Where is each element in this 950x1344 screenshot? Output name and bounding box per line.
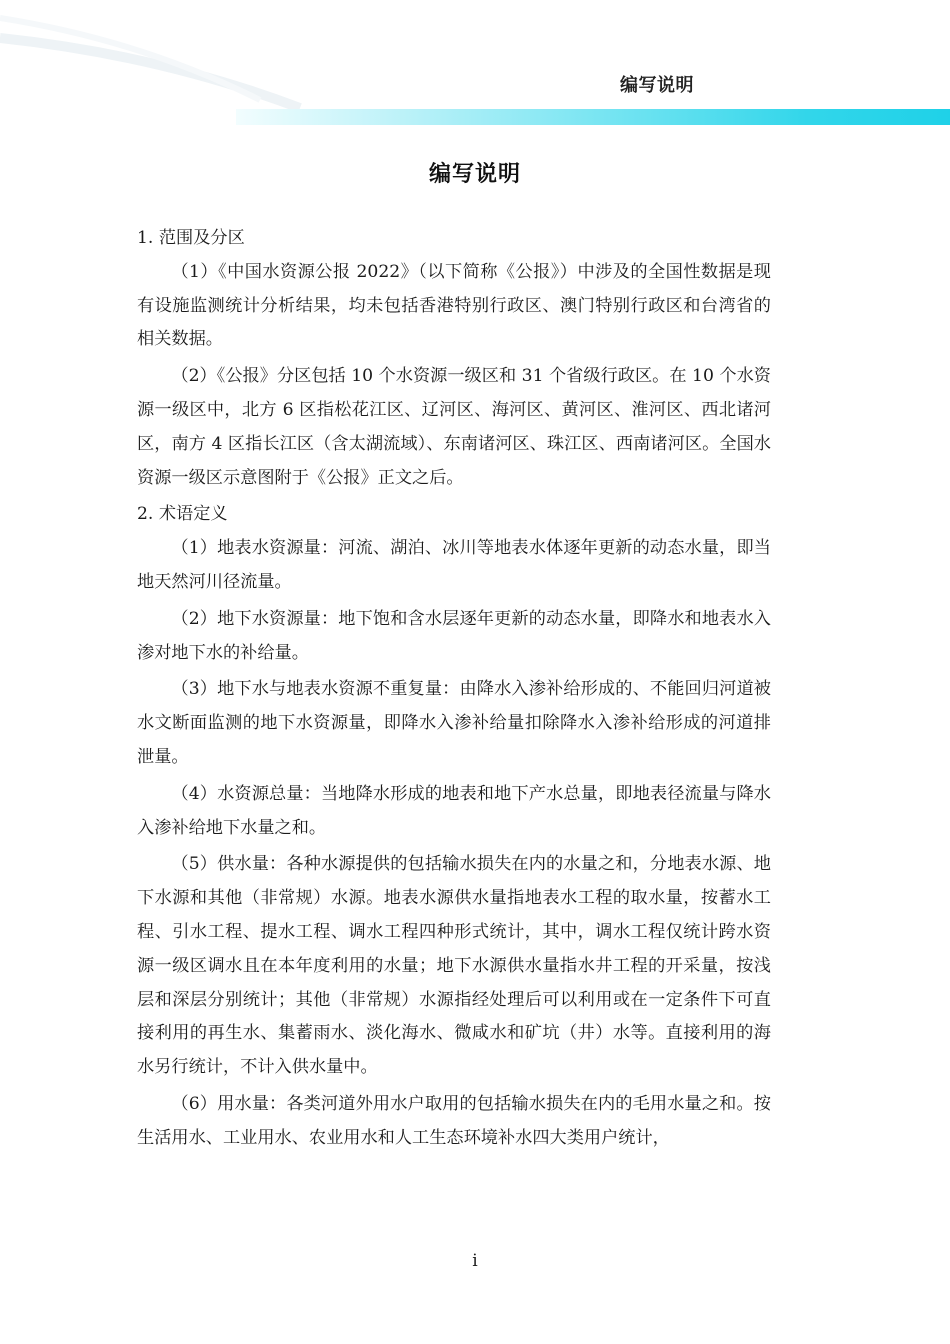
section-heading: 2. 术语定义 — [137, 504, 228, 525]
document-body — [137, 222, 771, 1159]
paragraph: （3）地下水与地表水资源不重复量：由降水入渗补给形成的、不能回归河道被水文断面监测的地下水资源量，即降水入渗补给量扣除降水入渗补给形成的河道排泄量。 — [137, 679, 771, 767]
section-heading: 1. 范围及分区 — [137, 228, 245, 248]
running-header-title: 编写说明 — [620, 75, 694, 96]
header-accent-bar — [236, 109, 950, 125]
paragraph: （5）供水量：各种水源提供的包括输水损失在内的水量之和，分地表水源、地下水源和其他（非常规）水源。地表水源供水量指地表水工程的取水量，按蓄水工程、引水工程、提水工程、调水工程四种形式统计，其中，调水工程仅统计跨水资源一级区调水且在本年度利用的水量；地下水源供水量指水井工程的开采量，按浅层和深层分别统计；其他（非常规）水源指经处理后可以利用或在一定条件下可直接利用的再生水、集蓄雨水、淡化海水、微咸水和矿坑（井）水等。直接利用的海水另行统计，不计入供水量中。 — [137, 854, 771, 1078]
page-title: 编写说明 — [428, 162, 521, 187]
paragraph: （6）用水量：各类河道外用水户取用的包括输水损失在内的毛用水量之和。按生活用水、工业用水、农业用水和人工生态环境补水四大类用户统计， — [137, 1093, 771, 1148]
paragraph: （2）《公报》分区包括 10 个水资源一级区和 31 个省级行政区。在 10 个水资源一级区中，北方 6 区指松花江区、辽河区、海河区、黄河区、淮河区、西北诸河区，南方 4 区指长江区（含太湖流域）、东南诸河区、珠江区、西南诸河区。全国水资源一级区示意图附于《公报》正文之后。 — [137, 366, 771, 488]
paragraph: （1）地表水资源量：河流、湖泊、冰川等地表水体逐年更新的动态水量，即当地天然河川径流量。 — [137, 538, 771, 592]
page-number: i — [472, 1251, 478, 1271]
paragraph: （1）《中国水资源公报 2022》（以下简称《公报》）中涉及的全国性数据是现有设施监测统计分析结果，均未包括香港特别行政区、澳门特别行政区和台湾省的相关数据。 — [137, 261, 771, 350]
paragraph: （4）水资源总量：当地降水形成的地表和地下产水总量，即地表径流量与降水入渗补给地下水量之和。 — [137, 783, 771, 838]
paragraph: （2）地下水资源量：地下饱和含水层逐年更新的动态水量，即降水和地表水入渗对地下水的补给量。 — [137, 608, 771, 663]
